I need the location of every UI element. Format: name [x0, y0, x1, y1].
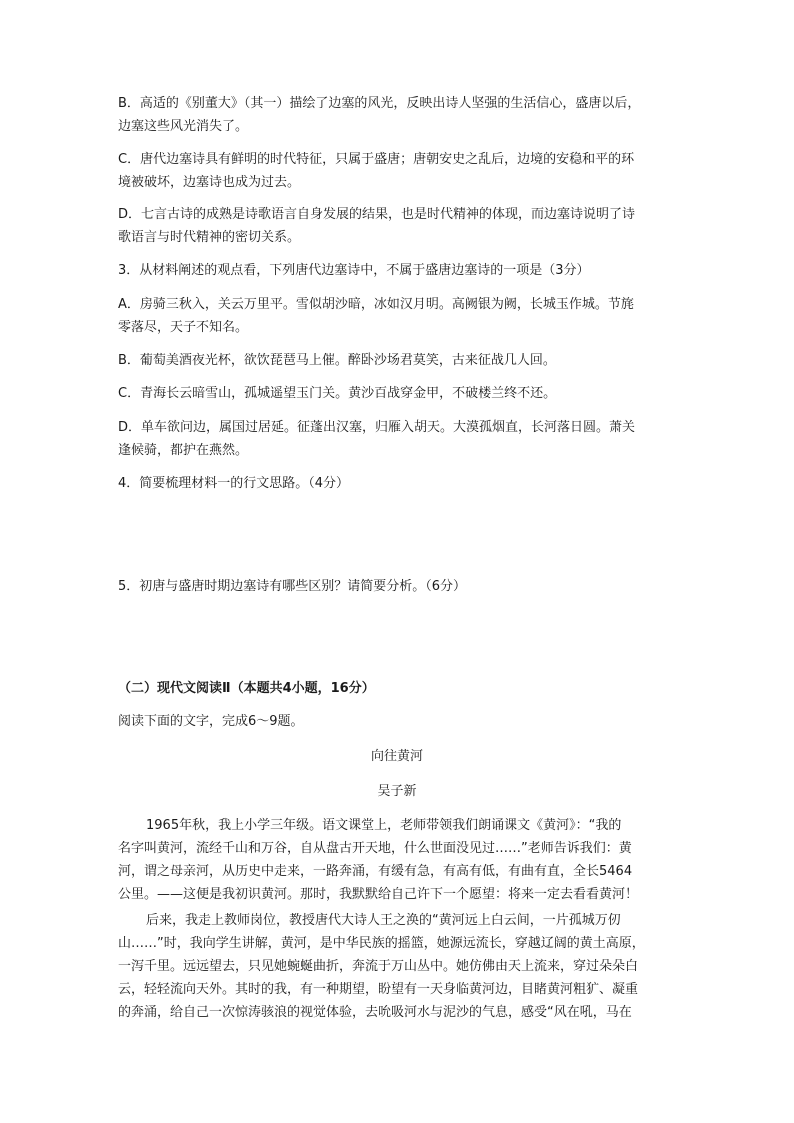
article-author: 吴子新 [377, 784, 417, 799]
reading-instruction: 阅读下面的文字，完成6～9题。 [118, 714, 304, 729]
q5-question: 5．初唐与盛唐时期边塞诗有哪些区别？请简要分析。（6分） [118, 579, 467, 594]
section-heading: （二）现代文阅读Ⅱ（本题共4小题，16分） [118, 681, 375, 696]
paragraph-2-line3: 一泻千里。远远望去，只见她蜿蜒曲折，奔流于万山丛中。她仿佛由天上流来，穿过朵朵白 [118, 959, 639, 974]
q2-option-d-line2: 歌语言与时代精神的密切关系。 [118, 230, 301, 245]
paragraph-1-line2: 名字叫黄河，流经千山和万谷，自从盘古开天地，什么世面没见过……”老师告诉我们：黄 [118, 841, 632, 856]
q2-option-d-line1: D．七言古诗的成熟是诗歌语言自身发展的结果，也是时代精神的体现，而边塞诗说明了诗 [118, 207, 636, 222]
paragraph-2-line1: 后来，我走上教师岗位，教授唐代大诗人王之涣的“黄河远上白云间，一片孤城万仞 [146, 913, 621, 928]
q3-stem: 3．从材料阐述的观点看，下列唐代边塞诗中，不属于盛唐边塞诗的一项是（3分） [118, 263, 590, 278]
paragraph-2-line2: 山……”时，我向学生讲解，黄河，是中华民族的摇篮，她源远流长，穿越辽阔的黄土高原， [118, 936, 645, 951]
paragraph-2-line4: 云，轻轻流向天外。其时的我，有一种期望，盼望有一天身临黄河边，目睹黄河粗犷、凝重 [118, 982, 639, 997]
q2-option-c-line2: 境被破坏，边塞诗也成为过去。 [118, 175, 301, 190]
paragraph-2-line5: 的奔涌，给自己一次惊涛骇浪的视觉体验，去吮吸河水与泥沙的气息，感受“风在吼，马在 [118, 1005, 632, 1020]
q2-option-b-line2: 边塞这些风光消失了。 [118, 119, 249, 134]
q3-option-c: C．青海长云暗雪山，孤城遥望玉门关。黄沙百战穿金甲，不破楼兰终不还。 [118, 386, 557, 401]
paragraph-1-line4: 公里。——这便是我初识黄河。那时，我默默给自己许下一个愿望：将来一定去看看黄河！ [118, 887, 639, 902]
q3-option-d-line1: D．单车欲问边，属国过居延。征蓬出汉塞，归雁入胡天。大漠孤烟直，长河落日圆。萧关 [118, 420, 636, 435]
q2-option-b-line1: B．高适的《别董大》（其一）描绘了边塞的风光，反映出诗人坚强的生活信心，盛唐以后， [118, 96, 641, 111]
paragraph-1-line3: 河，谓之母亲河，从历史中走来，一路奔涌，有缓有急，有高有低，有曲有直，全长5464 [118, 864, 633, 879]
q3-option-d-line2: 逢候骑，都护在燕然。 [118, 443, 249, 458]
paragraph-1-line1: 1965年秋，我上小学三年级。语文课堂上，老师带领我们朗诵课文《黄河》：“我的 [146, 818, 622, 833]
q3-option-b: B．葡萄美酒夜光杯，欲饮琵琶马上催。醉卧沙场君莫笑，古来征战几人回。 [118, 353, 556, 368]
q3-option-a-line2: 零落尽，天子不知名。 [118, 320, 249, 335]
article-title: 向往黄河 [370, 749, 423, 764]
q2-option-c-line1: C．唐代边塞诗具有鲜明的时代特征，只属于盛唐；唐朝安史之乱后，边境的安稳和平的环 [118, 152, 635, 167]
q3-option-a-line1: A．房骑三秋入，关云万里平。雪似胡沙暗，冰如汉月明。高阙银为阙，长城玉作城。节旄 [118, 297, 634, 312]
q4-question: 4．简要梳理材料一的行文思路。（4分） [118, 476, 350, 491]
